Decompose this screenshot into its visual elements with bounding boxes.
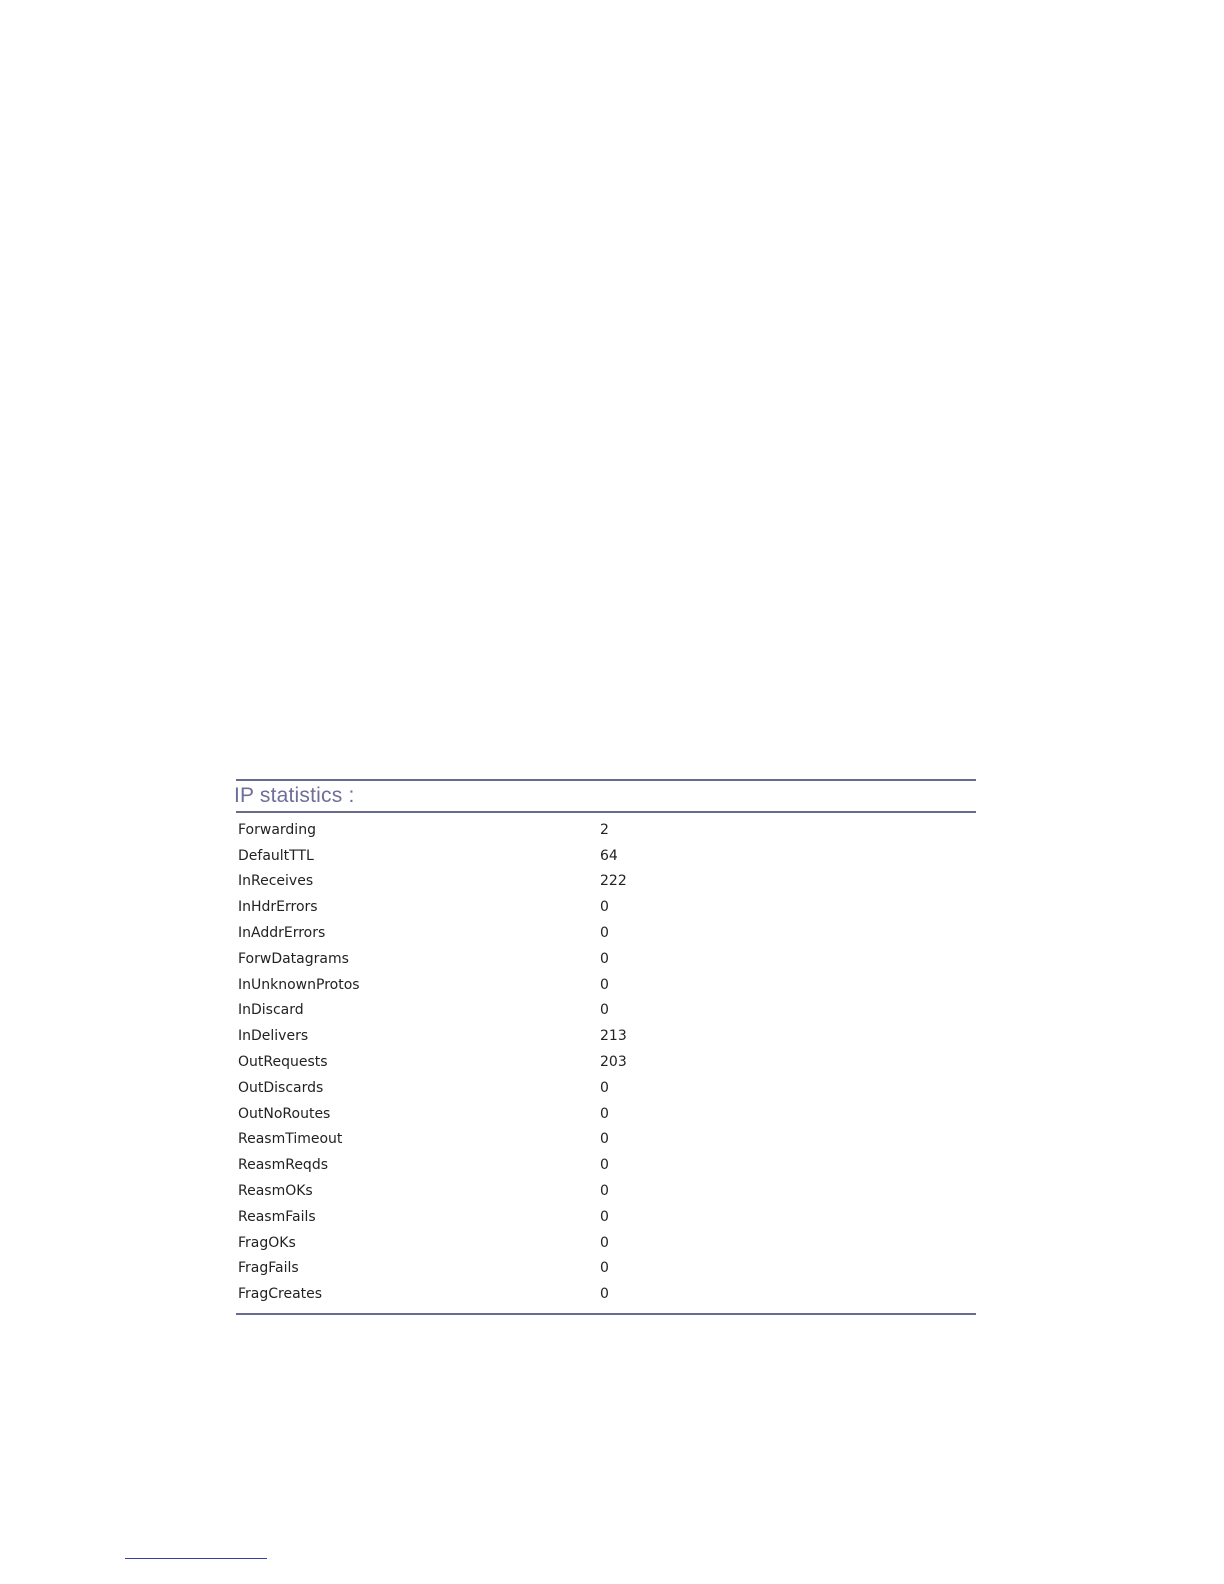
stat-name: ReasmOKs <box>238 1183 313 1200</box>
stat-row <box>234 843 976 869</box>
stat-row <box>234 869 976 895</box>
stat-value: 0 <box>600 1105 609 1122</box>
stat-row <box>234 1023 976 1049</box>
stat-row <box>234 1152 976 1178</box>
stat-row <box>234 1049 976 1075</box>
stat-name: InUnknownProtos <box>238 976 360 993</box>
stat-value: 0 <box>600 925 609 942</box>
stat-name: Forwarding <box>238 821 316 838</box>
stat-name: ForwDatagrams <box>238 950 349 967</box>
stat-row <box>234 1178 976 1204</box>
stat-row <box>234 894 976 920</box>
stat-row <box>234 817 976 843</box>
stat-name: InHdrErrors <box>238 899 318 916</box>
stat-row <box>234 1256 976 1282</box>
stat-name: ReasmTimeout <box>238 1131 343 1148</box>
stat-row <box>234 920 976 946</box>
stat-name: FragOKs <box>238 1234 296 1251</box>
stat-name: ReasmFails <box>238 1208 316 1225</box>
stat-value: 2 <box>600 821 609 838</box>
stat-row <box>234 998 976 1024</box>
stat-name: ReasmReqds <box>238 1157 329 1174</box>
panel-title: IP statistics : <box>234 784 355 807</box>
stat-name: FragFails <box>238 1260 299 1277</box>
stat-value: 0 <box>600 1079 609 1096</box>
stat-row <box>234 1230 976 1256</box>
stat-name: InAddrErrors <box>238 925 326 942</box>
stat-name: InReceives <box>238 873 314 890</box>
stat-name: InDiscard <box>238 1002 304 1019</box>
stat-value: 64 <box>600 847 618 864</box>
stat-row <box>234 972 976 998</box>
ip-statistics-panel <box>234 779 976 1315</box>
stat-value: 0 <box>600 1183 609 1200</box>
stat-row <box>234 1281 976 1307</box>
footnote-divider <box>125 1558 267 1559</box>
stat-name: OutRequests <box>238 1054 328 1071</box>
stat-value: 222 <box>600 873 627 890</box>
stat-value: 0 <box>600 950 609 967</box>
stat-name: OutNoRoutes <box>238 1105 331 1122</box>
bottom-divider <box>236 1313 976 1315</box>
stat-value: 0 <box>600 1208 609 1225</box>
stat-row <box>234 1127 976 1153</box>
stat-value: 0 <box>600 976 609 993</box>
stat-value: 0 <box>600 1286 609 1303</box>
stat-row <box>234 1101 976 1127</box>
stat-value: 213 <box>600 1028 627 1045</box>
stat-value: 0 <box>600 1002 609 1019</box>
stat-value: 0 <box>600 1234 609 1251</box>
stats-list <box>234 813 976 1307</box>
stat-row <box>234 1075 976 1101</box>
stat-name: FragCreates <box>238 1286 323 1303</box>
stat-row <box>234 1204 976 1230</box>
stat-name: OutDiscards <box>238 1079 324 1096</box>
stat-value: 203 <box>600 1054 627 1071</box>
stat-value: 0 <box>600 1260 609 1277</box>
stat-value: 0 <box>600 899 609 916</box>
stat-name: InDelivers <box>238 1028 309 1045</box>
stat-value: 0 <box>600 1157 609 1174</box>
stat-value: 0 <box>600 1131 609 1148</box>
stat-row <box>234 946 976 972</box>
stat-name: DefaultTTL <box>238 847 314 864</box>
